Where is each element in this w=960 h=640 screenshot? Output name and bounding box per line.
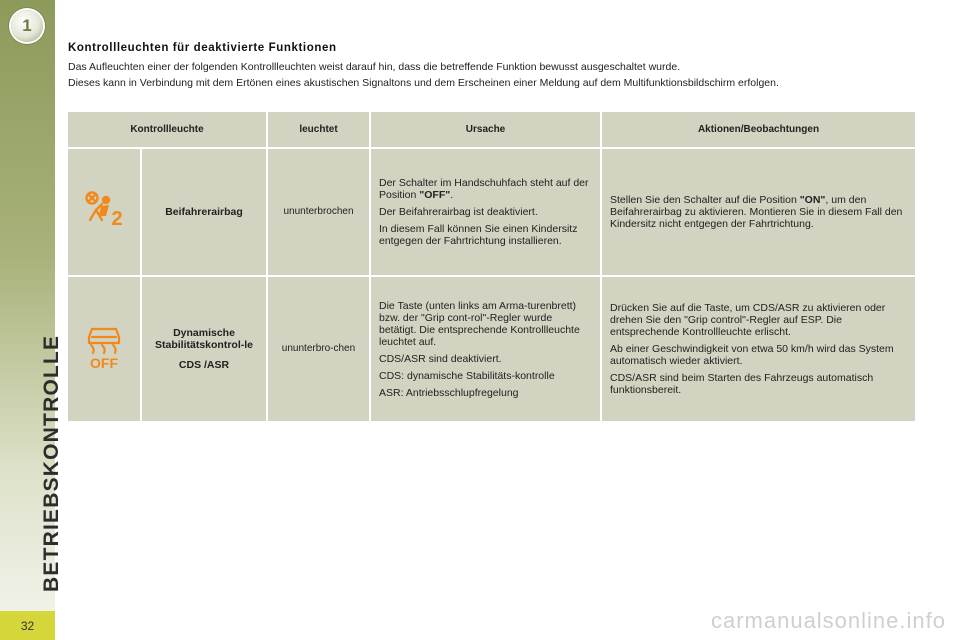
passenger-airbag-off-icon (82, 190, 126, 230)
cause-text: . (450, 189, 454, 201)
stability-off-label: OFF (90, 354, 118, 371)
lamp-cause (371, 277, 602, 423)
header-cause: Ursache (371, 112, 602, 149)
intro-paragraph-1: Das Aufleuchten einer der folgenden Kontrollleuchten weist darauf hin, dass die betreffende Funktion bewusst ausgeschaltet wurde. (68, 61, 681, 73)
lamp-name: Beifahrerairbag (142, 149, 268, 277)
chapter-number: 1 (22, 16, 32, 35)
action-text: Stellen Sie den Schalter auf die Position (610, 194, 800, 206)
header-lamp: Kontrollleuchte (68, 112, 268, 149)
lamp-name-line: Dynamische Stabilitätskontrol-le (154, 327, 253, 351)
airbag-seat-number: 2 (111, 207, 123, 230)
watermark: carmanualsonline.info (710, 608, 946, 633)
cause-line: Die Taste (unten links am Arma-turenbrett) bzw. der "Grip cont-rol"-Regler wurde betätigt. Die entsprechende Kontrollleuchte leuchtet auf. (379, 299, 580, 348)
cause-text: Der Schalter im Handschuhfach steht auf der Position (379, 177, 589, 201)
cause-emphasis: "OFF" (419, 189, 451, 201)
cause-line: ASR: Antriebsschlupfregelung (379, 386, 519, 399)
page-number: 32 (20, 618, 35, 633)
lamp-action (602, 149, 915, 277)
section-title: Kontrollleuchten für deaktivierte Funktionen (68, 42, 337, 54)
lamp-cause (371, 149, 602, 277)
stability-control-off-icon (82, 323, 126, 371)
action-line (610, 194, 907, 230)
lamp-lit: ununterbro-chen (268, 277, 371, 423)
lamp-action (602, 277, 915, 423)
page-number-box (0, 611, 55, 640)
section-header (68, 42, 918, 91)
header-action: Aktionen/Beobachtungen (602, 112, 915, 149)
chapter-number-badge (11, 10, 43, 42)
action-text: , um den Beifahrerairbag zu aktivieren. Montieren Sie in diesem Fall den Kindersitz nicht entgegen der Fahrtrichtung. (610, 194, 903, 230)
lamp-name-abbr: CDS /ASR (178, 359, 230, 371)
cause-line: In diesem Fall können Sie einen Kindersitz entgegen der Fahrtrichtung installieren. (379, 223, 578, 247)
lamp-name (142, 277, 268, 423)
cause-line: CDS: dynamische Stabilitäts-kontrolle (379, 369, 555, 382)
table-row (68, 277, 915, 423)
intro-paragraph-2: Dieses kann in Verbindung mit dem Ertönen eines akustischen Signaltons und dem Erscheinen einer Meldung auf dem Multifunktionsbildschirm erfolgen. (68, 77, 779, 89)
cause-line: Der Beifahrerairbag ist deaktiviert. (379, 206, 538, 218)
chapter-title: BETRIEBSKONTROLLE (40, 334, 63, 592)
cause-line: CDS/ASR sind deaktiviert. (379, 352, 502, 365)
action-line: Drücken Sie auf die Taste, um CDS/ASR zu aktivieren oder drehen Sie den "Grip control"-Regler auf ESP. Die entsprechende Kontrollleuchte erlischt. (610, 302, 886, 338)
table-row (68, 149, 915, 277)
action-emphasis: "ON" (799, 194, 826, 206)
lamp-icon-cell (68, 149, 142, 277)
table-header-row (68, 112, 915, 149)
action-line: Ab einer Geschwindigkeit von etwa 50 km/h wird das System automatisch wieder aktiviert. (610, 343, 894, 367)
lamp-lit: ununterbrochen (268, 149, 371, 277)
cause-line (379, 177, 592, 201)
lamp-icon-cell (68, 277, 142, 423)
action-line: CDS/ASR sind beim Starten des Fahrzeugs automatisch funktionsbereit. (610, 372, 874, 396)
warning-lamp-table (68, 112, 915, 423)
header-lit: leuchtet (268, 112, 371, 149)
chapter-sidebar (0, 0, 63, 640)
